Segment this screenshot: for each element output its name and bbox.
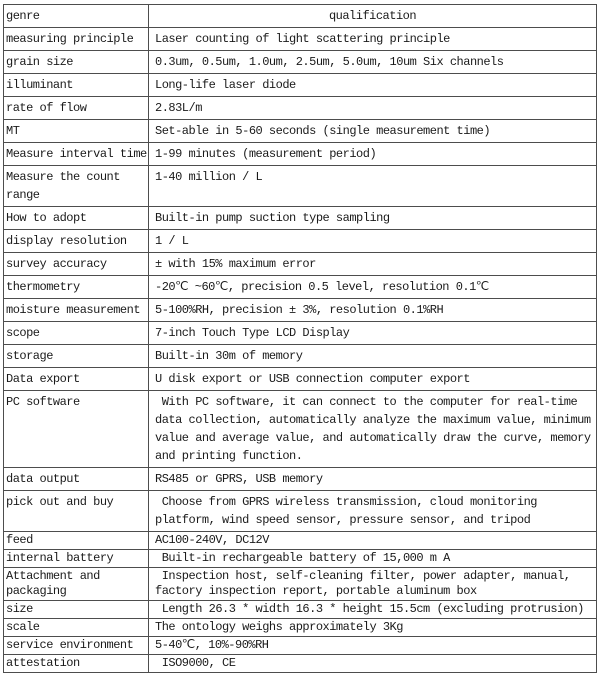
table-row xyxy=(4,655,597,673)
qualification-cell: 0.3um, 0.5um, 1.0um, 2.5um, 5.0um, 10um Six channels xyxy=(149,51,597,74)
table-row xyxy=(4,368,597,391)
genre-cell: feed xyxy=(4,532,149,550)
genre-cell: attestation xyxy=(4,655,149,673)
qualification-cell: AC100-240V, DC12V xyxy=(149,532,597,550)
qualification-cell: U disk export or USB connection computer export xyxy=(149,368,597,391)
specification-table xyxy=(3,4,597,673)
genre-cell: internal battery xyxy=(4,550,149,568)
genre-cell: display resolution xyxy=(4,230,149,253)
genre-cell: How to adopt xyxy=(4,207,149,230)
table-row xyxy=(4,74,597,97)
table-row xyxy=(4,299,597,322)
genre-cell: rate of flow xyxy=(4,97,149,120)
qualification-cell: Built-in pump suction type sampling xyxy=(149,207,597,230)
table-row xyxy=(4,345,597,368)
table-row xyxy=(4,51,597,74)
table-row xyxy=(4,637,597,655)
genre-column-header: genre xyxy=(4,5,149,28)
qualification-cell: Built-in 30m of memory xyxy=(149,345,597,368)
genre-cell: pick out and buy xyxy=(4,491,149,532)
genre-cell: grain size xyxy=(4,51,149,74)
qualification-cell: The ontology weighs approximately 3Kg xyxy=(149,619,597,637)
header-row xyxy=(4,5,597,28)
qualification-cell: RS485 or GPRS, USB memory xyxy=(149,468,597,491)
qualification-cell: ISO9000, CE xyxy=(149,655,597,673)
genre-cell: Data export xyxy=(4,368,149,391)
table-row xyxy=(4,230,597,253)
table-row xyxy=(4,120,597,143)
qualification-cell: 5-40℃, 10%-90%RH xyxy=(149,637,597,655)
table-row xyxy=(4,601,597,619)
qualification-cell: 1-40 million / L xyxy=(149,166,597,207)
genre-cell: PC software xyxy=(4,391,149,468)
table-row xyxy=(4,166,597,207)
genre-cell: data output xyxy=(4,468,149,491)
table-row xyxy=(4,568,597,601)
qualification-cell: 2.83L/m xyxy=(149,97,597,120)
genre-cell: thermometry xyxy=(4,276,149,299)
genre-cell: storage xyxy=(4,345,149,368)
table-row xyxy=(4,28,597,51)
table-row xyxy=(4,143,597,166)
qualification-cell: Laser counting of light scattering principle xyxy=(149,28,597,51)
qualification-cell: 1-99 minutes (measurement period) xyxy=(149,143,597,166)
table-row xyxy=(4,391,597,468)
genre-cell: Measure interval time xyxy=(4,143,149,166)
qualification-cell: Built-in rechargeable battery of 15,000 m A xyxy=(149,550,597,568)
table-row xyxy=(4,207,597,230)
table-row xyxy=(4,276,597,299)
qualification-cell: 1 / L xyxy=(149,230,597,253)
genre-cell: service environment xyxy=(4,637,149,655)
genre-cell: survey accuracy xyxy=(4,253,149,276)
genre-cell: scale xyxy=(4,619,149,637)
qualification-cell: 5-100%RH, precision ± 3%, resolution 0.1%RH xyxy=(149,299,597,322)
table-row xyxy=(4,322,597,345)
table-row xyxy=(4,550,597,568)
genre-cell: Attachment and packaging xyxy=(4,568,149,601)
genre-cell: size xyxy=(4,601,149,619)
table-row xyxy=(4,532,597,550)
qualification-cell: Length 26.3 * width 16.3 * height 15.5cm (excluding protrusion) xyxy=(149,601,597,619)
table-row xyxy=(4,619,597,637)
qualification-cell: ± with 15% maximum error xyxy=(149,253,597,276)
table-row xyxy=(4,253,597,276)
qualification-cell: Set-able in 5-60 seconds (single measurement time) xyxy=(149,120,597,143)
genre-cell: measuring principle xyxy=(4,28,149,51)
qualification-cell: -20℃ ~60℃, precision 0.5 level, resolution 0.1℃ xyxy=(149,276,597,299)
qualification-cell: With PC software, it can connect to the computer for real-time data collection, automatically analyze the maximum value, minimum value and average value, and automatically draw the curve, memory and printing function. xyxy=(149,391,597,468)
table-row xyxy=(4,491,597,532)
qualification-cell: 7-inch Touch Type LCD Display xyxy=(149,322,597,345)
genre-cell: moisture measurement xyxy=(4,299,149,322)
genre-cell: MT xyxy=(4,120,149,143)
genre-cell: illuminant xyxy=(4,74,149,97)
qualification-cell: Long-life laser diode xyxy=(149,74,597,97)
genre-cell: scope xyxy=(4,322,149,345)
table-row xyxy=(4,468,597,491)
genre-cell: Measure the count range xyxy=(4,166,149,207)
qualification-column-header: qualification xyxy=(149,5,597,28)
qualification-cell: Choose from GPRS wireless transmission, cloud monitoring platform, wind speed sensor, pressure sensor, and tripod xyxy=(149,491,597,532)
table-row xyxy=(4,97,597,120)
qualification-cell: Inspection host, self-cleaning filter, power adapter, manual, factory inspection report, portable aluminum box xyxy=(149,568,597,601)
